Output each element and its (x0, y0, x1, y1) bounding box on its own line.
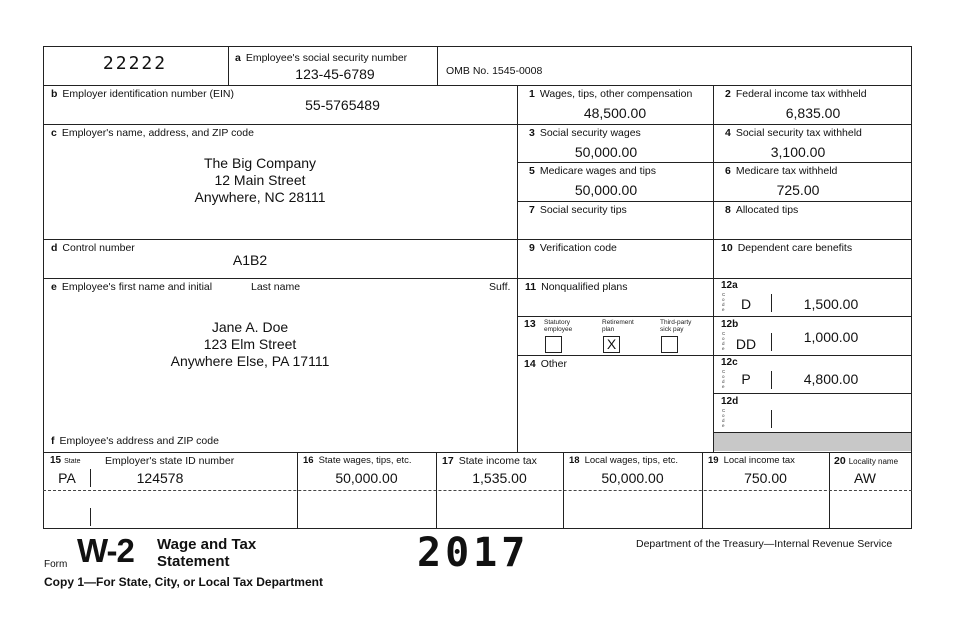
box13-num: 13 (524, 318, 536, 330)
box20-label: 20 Locality name (834, 455, 899, 467)
box12c-code[interactable]: P (741, 371, 751, 387)
box4-ss-tax[interactable]: 3,100.00 (770, 144, 826, 160)
box15-state-id[interactable]: 124578 (136, 470, 184, 486)
employee-street[interactable]: 123 Elm Street (203, 336, 297, 352)
box12b-code-label: C o d e (722, 331, 726, 351)
omb-number: OMB No. 1545-0008 (446, 65, 543, 77)
box2-federal-tax[interactable]: 6,835.00 (785, 105, 841, 121)
box7-label: 7 Social security tips (529, 204, 627, 216)
form-title-line2: Statement (157, 553, 230, 570)
form-name: W-2 (77, 532, 134, 569)
employee-ssn[interactable]: 123-45-6789 (295, 66, 375, 82)
retirement-checkbox[interactable]: X (603, 336, 620, 353)
box-d-label: d Control number (51, 242, 135, 254)
box12b-amount[interactable]: 1,000.00 (803, 329, 859, 345)
box19-local-tax[interactable]: 750.00 (744, 470, 787, 486)
employee-city[interactable]: Anywhere Else, PA 17111 (170, 353, 330, 369)
employer-city[interactable]: Anywhere, NC 28111 (194, 189, 326, 205)
box12d-code-label: C o d e (722, 408, 726, 428)
box6-medicare-tax[interactable]: 725.00 (776, 182, 820, 198)
box11-label: 11 Nonqualified plans (525, 281, 628, 293)
copy-designation: Copy 1—For State, City, or Local Tax Department (44, 575, 323, 589)
box10-label: 10 Dependent care benefits (721, 242, 853, 254)
box17-state-tax[interactable]: 1,535.00 (472, 470, 527, 486)
employer-ein[interactable]: 55-5765489 (305, 97, 380, 113)
box15-label: 15 State (50, 455, 81, 466)
box2-label: 2 Federal income tax withheld (725, 88, 867, 100)
box-c-label: c Employer's name, address, and ZIP code (51, 127, 254, 139)
statutory-checkbox[interactable] (545, 336, 562, 353)
box12c-label: 12c (721, 357, 738, 368)
control-number[interactable]: A1B2 (232, 252, 268, 268)
last-name-label: Last name (251, 281, 301, 293)
thirdparty-checkbox[interactable] (661, 336, 678, 353)
box16-state-wages[interactable]: 50,000.00 (335, 470, 398, 486)
tax-year: 2017 (417, 530, 530, 576)
employer-street[interactable]: 12 Main Street (214, 172, 306, 188)
box18-label: 18 Local wages, tips, etc. (569, 455, 679, 466)
employee-name[interactable]: Jane A. Doe (211, 319, 289, 335)
box20-locality[interactable]: AW (853, 470, 877, 486)
box1-wages[interactable]: 48,500.00 (583, 105, 647, 121)
box12b-code[interactable]: DD (735, 336, 757, 352)
box16-label: 16 State wages, tips, etc. (303, 455, 412, 466)
box12d-label: 12d (721, 396, 739, 407)
statutory-label: Statutory employee (544, 319, 573, 333)
box-a-label: a Employee's social security number (235, 52, 408, 64)
box15-state[interactable]: PA (58, 470, 76, 486)
box3-ss-wages[interactable]: 50,000.00 (574, 144, 638, 160)
box18-local-wages[interactable]: 50,000.00 (601, 470, 664, 486)
box14-label: 14 Other (524, 358, 567, 370)
employer-name[interactable]: The Big Company (203, 155, 317, 171)
box12c-code-label: C o d e (722, 369, 726, 389)
box12a-code[interactable]: D (740, 296, 752, 312)
suffix-label: Suff. (489, 281, 511, 293)
box19-label: 19 Local income tax (708, 455, 795, 466)
form-word: Form (44, 559, 68, 570)
box9-label: 9 Verification code (529, 242, 617, 254)
box6-label: 6 Medicare tax withheld (725, 165, 838, 177)
dept-treasury: Department of the Treasury—Internal Revenue Service (636, 538, 893, 550)
box1-label: 1 Wages, tips, other compensation (529, 88, 693, 100)
box3-label: 3 Social security wages (529, 127, 641, 139)
form-title-line1: Wage and Tax (157, 536, 257, 553)
box-b-label: b Employer identification number (EIN) (51, 88, 234, 100)
box12a-amount[interactable]: 1,500.00 (803, 296, 859, 312)
box12b-label: 12b (721, 319, 739, 330)
retirement-label: Retirement plan (602, 319, 634, 333)
form-control-code: 22222 (102, 53, 168, 74)
box12a-code-label: C o d e (722, 292, 726, 312)
box-e-label: e Employee's first name and initial (51, 281, 213, 293)
box12c-amount[interactable]: 4,800.00 (803, 371, 859, 387)
box15-id-label: Employer's state ID number (105, 455, 235, 467)
box5-label: 5 Medicare wages and tips (529, 165, 656, 177)
box4-label: 4 Social security tax withheld (725, 127, 862, 139)
box-f-label: f Employee's address and ZIP code (51, 435, 219, 447)
box5-medicare-wages[interactable]: 50,000.00 (574, 182, 638, 198)
box8-label: 8 Allocated tips (725, 204, 799, 216)
box12a-label: 12a (721, 280, 738, 291)
thirdparty-label: Third-party sick pay (660, 319, 692, 333)
box17-label: 17 State income tax (442, 455, 537, 467)
